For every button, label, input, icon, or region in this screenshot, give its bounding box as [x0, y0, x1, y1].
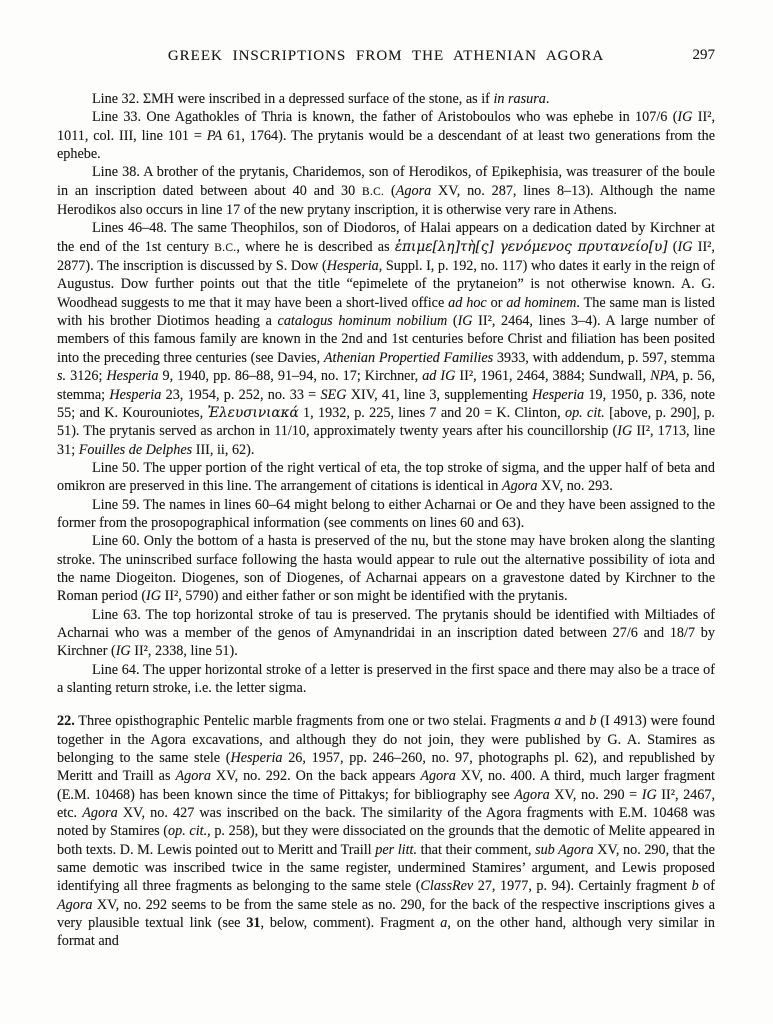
text-segment: a: [554, 713, 562, 730]
text-segment: that their comment,: [417, 841, 536, 858]
text-segment: Hesperia: [106, 368, 159, 385]
text-segment: b: [589, 713, 597, 730]
text-segment: XIV, 41, line 3, supplementing: [346, 386, 533, 403]
text-segment: [above, p. 290], p. 51). The prytanis served as archon in 11/10, approximately twenty years after his councillorship (: [57, 404, 715, 440]
note-line-50: [57, 459, 715, 496]
text-segment: XV, no. 292 seems to be from the same stele as no. 290, for the back of the respective inscriptions gives a very plausible textual link (see: [57, 896, 715, 932]
page-header: [57, 47, 715, 65]
text-segment: ἐπιμε[λη]τὴ[ς] γενόμενος πρυτανείο[υ]: [394, 238, 668, 255]
text-segment: ad IG: [422, 368, 456, 385]
text-segment: (: [384, 182, 396, 199]
text-segment: IG: [641, 786, 657, 803]
text-segment: . The same man is listed with his brother Diotimos heading a: [57, 294, 715, 330]
running-title: GREEK INSCRIPTIONS FROM THE ATHENIAN AGORA: [167, 48, 605, 64]
text-segment: XV, no. 293.: [537, 478, 613, 495]
text-segment: op. cit.: [168, 823, 208, 840]
text-segment: 61, 1764). The prytanis would be a descendant of at least two generations from the ephebe.: [57, 127, 715, 163]
text-segment: sub Agora: [535, 841, 594, 858]
text-segment: IG: [457, 313, 473, 330]
text-segment: NPA: [650, 368, 676, 385]
text-segment: 23, 1954, p. 252, no. 33 =: [161, 386, 321, 403]
page-number: 297: [692, 47, 715, 63]
text-segment: Athenian Propertied Families: [323, 349, 494, 366]
text-segment: Agora: [514, 786, 550, 803]
text-segment: IG: [677, 238, 693, 255]
note-line-64: [57, 661, 715, 698]
text-segment: 1, 1932, p. 225, lines 7 and 20 = K. Clinton,: [298, 404, 565, 421]
text-segment: XV, no. 292. On the back appears: [210, 768, 421, 785]
text-segment: and: [561, 713, 590, 730]
text-segment: II², 1961, 2464, 3884; Sundwall,: [455, 368, 651, 385]
entry-22-intro: [57, 712, 715, 950]
note-line-60: [57, 532, 715, 605]
text-segment: Agora: [82, 805, 118, 822]
text-segment: (: [447, 313, 458, 330]
text-segment: b: [691, 878, 699, 895]
text-segment: .: [545, 91, 550, 107]
text-segment: Three opisthographic Pentelic marble fragments from one or two stelai. Fragments: [74, 713, 555, 730]
text-segment: Hesperia: [532, 386, 585, 403]
note-line-32: [57, 90, 715, 108]
text-segment: B.C.: [362, 185, 385, 198]
text-segment: 3933, with addendum, p. 597, stemma: [493, 349, 716, 366]
text-segment: Line 60. Only the bottom of a hasta is preserved of the nu, but the stone may have broken along the slanting stroke. The uninscribed surface following the hasta would appear to rule out the alternative possibility of iota and the name Diogeiton. Diogenes, son of Diogenes, of Acharnai appears on a gravestone dated by Kirchner to the Roman period (: [57, 533, 715, 605]
text-segment: Line 50. The upper portion of the right vertical of eta, the top stroke of sigma, and the upper half of beta and omikron are preserved in this line. The arrangement of citations is identical in: [57, 459, 715, 495]
text-segment: Agora: [420, 768, 456, 785]
text-segment: 27, 1977, p. 94). Certainly fragment: [473, 878, 692, 895]
text-segment: , below, comment). Fragment: [260, 915, 441, 932]
text-segment: Line 64. The upper horizontal stroke of a letter is preserved in the first space and there may also be a trace of a slanting return stroke, i.e. the letter sigma.: [57, 661, 715, 696]
note-line-38: [57, 163, 715, 219]
text-segment: SEG: [320, 386, 347, 403]
text-segment: Hesperia: [230, 750, 283, 767]
note-line-63: [57, 606, 715, 661]
text-segment: XV, no. 427 was inscribed on the back. The similarity of the Agora fragments with E.M. 10468 was noted by Stamires (: [57, 805, 715, 840]
text-segment: XV, no. 290, that the same demotic was inscribed twice in the same register, undermined Stamires’ argument, and Lewis proposed identifying all three fragments as belonging to the same stele (: [57, 841, 715, 895]
text-segment: XV, no. 400. A third, much larger fragment (E.M. 10468) has been known since the time of Pittakys; for bibliography see: [57, 768, 715, 803]
text-segment: PA: [206, 127, 223, 144]
text-segment: II², 5790) and either father or son might be identified with the prytanis.: [161, 588, 568, 605]
text-segment: Fouilles de Delphes: [78, 441, 193, 458]
text-segment: of: [698, 878, 715, 895]
text-segment: Line 32. ΣΜΗ were inscribed in a depressed surface of the stone, as if: [92, 91, 494, 107]
text-segment: a: [440, 915, 448, 932]
text-segment: Hesperia: [326, 258, 379, 275]
text-segment: IG: [115, 643, 131, 660]
text-segment: III, ii, 62).: [192, 441, 255, 458]
page-body: [57, 90, 715, 951]
text-segment: s.: [57, 368, 67, 385]
text-segment: 31: [246, 915, 261, 932]
text-segment: Ἐλευσινιακά: [207, 404, 299, 421]
note-lines-46-48: [57, 219, 715, 458]
note-line-33: [57, 108, 715, 163]
text-segment: 22.: [57, 713, 75, 730]
text-segment: (: [667, 238, 678, 255]
text-segment: XV, no. 287, lines 8–13). Although the name Herodikos also occurs in line 17 of the new prytany inscription, it is otherwise very rare in Athens.: [57, 182, 715, 219]
text-segment: IG: [677, 109, 693, 126]
text-segment: ad hominem: [506, 294, 577, 311]
text-segment: per litt.: [375, 841, 418, 858]
text-segment: Agora: [395, 182, 432, 199]
text-segment: Line 59. The names in lines 60–64 might belong to either Acharnai or Oe and they have been assigned to the former from the prosopographical information (see comments on lines 60 and 63).: [57, 496, 715, 531]
text-segment: 26, 1957, pp. 246–260, no. 97, photographs pl. 62), and republished by Meritt and Traill as: [57, 750, 715, 785]
text-segment: XV, no. 290 =: [549, 786, 642, 803]
text-segment: IG: [617, 423, 633, 440]
text-segment: Line 63. The top horizontal stroke of tau is preserved. The prytanis should be identified with Miltiades of Acharnai who was a member of the genos of Amynandridai in an inscription dated between 27/6 and 18/7 by Kirchner (: [57, 606, 715, 660]
text-segment: , Suppl. I, p. 192, no. 117) who dates it early in the reign of Augustus. Dow further points out that the title “epimelete of the prytaneion” is not otherwise known. A. G. Woodhead suggests to me that it may have been a short-lived office: [57, 258, 715, 311]
note-line-59: [57, 496, 715, 533]
text-segment: Agora: [175, 768, 211, 785]
text-segment: B.C.: [214, 241, 237, 254]
text-segment: , p. 258), but they were dissociated on the grounds that the demotic of Melite appeared in both texts. D. M. Lewis pointed out to Meritt and Traill: [57, 823, 715, 858]
text-segment: ad hoc: [448, 294, 487, 311]
text-segment: II², 2467, etc.: [57, 786, 716, 822]
text-segment: , where he is described as: [236, 238, 395, 255]
text-segment: Line 38. A brother of the prytanis, Charidemos, son of Herodikos, of Epikephisia, was treasurer of the boule in an inscription dated between about 40 and 30: [57, 164, 715, 199]
text-segment: , on the other hand, although very similar in format and: [57, 915, 715, 950]
text-segment: 9, 1940, pp. 86–88, 91–94, no. 17; Kirchner,: [158, 368, 423, 385]
text-segment: ClassRev: [420, 878, 474, 895]
text-segment: Agora: [501, 478, 538, 495]
text-segment: op. cit.: [564, 404, 605, 421]
text-segment: 3126;: [66, 368, 107, 385]
text-segment: , p. 56, stemma;: [57, 368, 715, 403]
text-segment: II², 1011, col. III, line 101 =: [57, 109, 715, 144]
text-segment: Agora: [57, 896, 93, 913]
text-segment: II², 2338, line 51).: [130, 643, 238, 660]
text-segment: Line 33. One Agathokles of Thria is known, the father of Aristoboulos who was ephebe in 107/6 (: [92, 109, 678, 126]
text-segment: Lines 46–48. The same Theophilos, son of Diodoros, of Halai appears on a dedication dated by Kirchner at the end of the 1st century: [57, 220, 715, 255]
text-segment: in rasura: [493, 91, 546, 107]
text-segment: or: [486, 294, 507, 311]
text-segment: IG: [146, 588, 162, 605]
text-segment: Hesperia: [109, 386, 162, 403]
text-segment: II², 1713, line 31;: [57, 423, 715, 458]
text-segment: II², 2877). The inscription is discussed by S. Dow (: [57, 238, 715, 275]
text-segment: II², 2464, lines 3–4). A large number of members of this famous family are known in the 2nd and 1st centuries before Christ and filiation has been posited into the preceding three centuries (see Davies,: [57, 313, 716, 366]
text-segment: catalogus hominum nobilium: [277, 313, 448, 330]
text-segment: 19, 1950, p. 336, note 55; and K. Kourouniotes,: [57, 386, 715, 421]
text-segment: (I 4913) were found together in the Agora excavations, and although they do not join, they were published by G. A. Stamires as belonging to the same stele (: [57, 713, 715, 767]
